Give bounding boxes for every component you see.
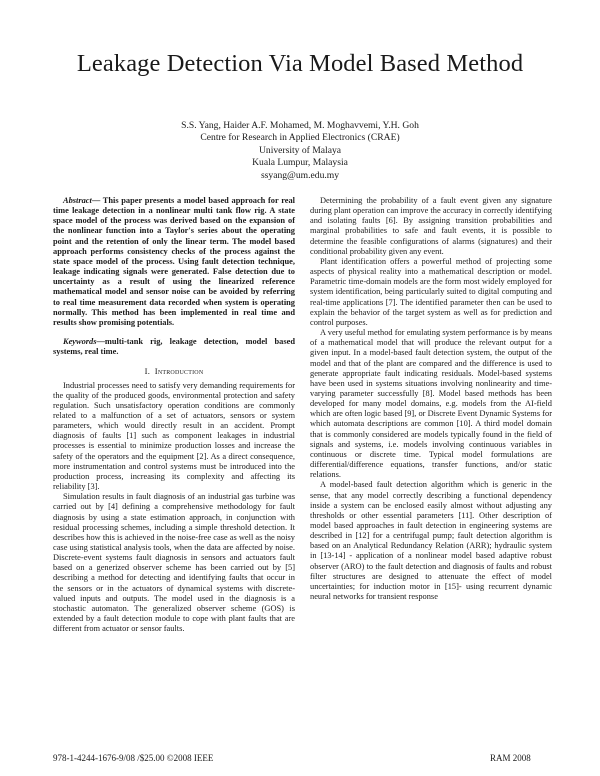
paragraph: Plant identification offers a powerful method of projecting some aspects of physical reality into a mathematical description or model. Parametric time-domain models are the form most widely employed for system identification, being particularly suited to digital computing and real-time applications [7]. The identified parameter then can be used to explain the behavior of the target system as well as for prediction and control purposes. [310, 256, 552, 327]
abstract-text: — This paper presents a model based approach for real time leakage detection in a nonlinear multi tank flow rig. A state space model of the process was derived based on the expansion of the nonlinear function into a Taylor's series about the operating point and the retention of only the linear term. The model based approach performs consistency checks of the process against the state space model of the process. Using fault detection technique, leakage indicating signals were generated. False detection due to uncertainty as a result of using the linearized reference mathematical model and sensor noise can be avoided by referring to real time measurement data recorded when system is operating normally. This method has been implemented in real time and results show promising potentials. [53, 196, 295, 327]
paper-title: Leakage Detection Via Model Based Method [76, 50, 524, 77]
affiliation-university: University of Malaya [258, 144, 342, 156]
keywords [53, 337, 295, 357]
footer-copyright: 978-1-4244-1676-9/08 /$25.00 ©2008 IEEE [53, 753, 214, 763]
affiliation-city: Kuala Lumpur, Malaysia [252, 157, 348, 169]
abstract [53, 196, 295, 328]
left-column [53, 196, 295, 634]
keywords-label: Keywords [63, 337, 97, 347]
paragraph: Industrial processes need to satisfy very demanding requirements for the quality of the produced goods, environmental protection and safety regulation. Such unsatisfactory operation conditions are commonly related to a malfunction of a set of actuators, sensors or system parameters, which would directly result in an accident. Prompt diagnosis of faults [1] such as component leakages in industrial processes is essential to minimize production losses and increase the safety of the operators and the equipment [2]. As a direct consequence, more instrumentation and control systems must be introduced into the production process, increasing its complexity and affecting its reliability [3]. [53, 380, 295, 492]
section-heading [53, 366, 295, 376]
abstract-label: Abstract [63, 196, 92, 205]
footer-conference: RAM 2008 [490, 753, 531, 763]
section-number: I. [144, 366, 151, 377]
right-column [310, 196, 552, 602]
affiliation-centre: Centre for Research in Applied Electronics (CRAE) [200, 132, 400, 144]
paragraph: Simulation results in fault diagnosis of an industrial gas turbine was carried out by [4] defining a comprehensive methodology for fault diagnosis by using a state estimation approach, in conjunction with residual processing schemes, including a simple threshold detection. It describes how this is achieved in the noise-free case as well as the noisy case using statistical analysis tools, when the data are affected by noise. Discrete-event systems fault diagnosis in sensors and actuators fault based on a generized observer scheme has been carried out by [5] describing a method for detecting and identifying faults that occur in the sensors or in the actuators of dynamical systems with discrete-valued inputs and outputs. The model used in the diagnosis is a stochastic automaton. The generalized observer scheme (GOS) is extended by a fault detection module to cope with plant faults that are different from actuator or sensor faults. [53, 492, 295, 634]
section-title: Introduction [154, 366, 204, 377]
author-block [100, 120, 500, 182]
paragraph: Determining the probability of a fault event given any signature during plant operation can improve the accuracy in correctly identifying and isolating faults [6]. By assigning transition probabilities and marginal probabilities to safe and fault events, it is possible to determine the feasible configurations of alarms (signatures) and their conditional probability given any event. [310, 196, 552, 256]
author-names: S.S. Yang, Haider A.F. Mohamed, M. Moghavvemi, Y.H. Goh [181, 120, 419, 131]
paragraph: A very useful method for emulating system performance is by means of a mathematical model that will produce the relevant output for a given input. In a model-based fault detection system, the output of the model and that of the plant are compared and the difference is used to generate appropriate fault indicating residuals. Model-based systems have been used in systems situations involving nonlinearity and time-varying parameter successfully [8]. Model based methods has been developed for many model domains, e.g. models from the AI-field which are often logic based [9], or Discrete Event Dynamic Systems for which automata descriptions are common [10]. A third model domain that is commonly considered are models typically found in the field of signals and systems, i.e. models involving continuous variables in continuous or discrete time. Typical model formulations are differential/difference equations, transfer functions, and/or static relations. [310, 328, 552, 480]
author-email: ssyang@um.edu.my [260, 169, 340, 181]
keywords-text: —multi-tank rig, leakage detection, model based systems, real time. [53, 337, 295, 357]
paragraph: A model-based fault detection algorithm which is generic in the sense, that any model correctly describing a functional dependency inside a system can be enclosed easily almost without adjusting any thresholds or other essential parameters [11]. Other description of model based approaches in fault detection in engineering systems are described in [12] for a centrifugal pump; fault detection algorithm is based on an Analytical Redundancy Relation (ARR); hydraulic system in [13-14] - application of a nonlinear model based adaptive robust observer (ARO) to the fault detection and diagnosis of faults and robust filter structures are designed to attenuate the effect of model uncertainties; for induction motor in [15]- using recurrent dynamic neural networks for transient response [310, 480, 552, 602]
